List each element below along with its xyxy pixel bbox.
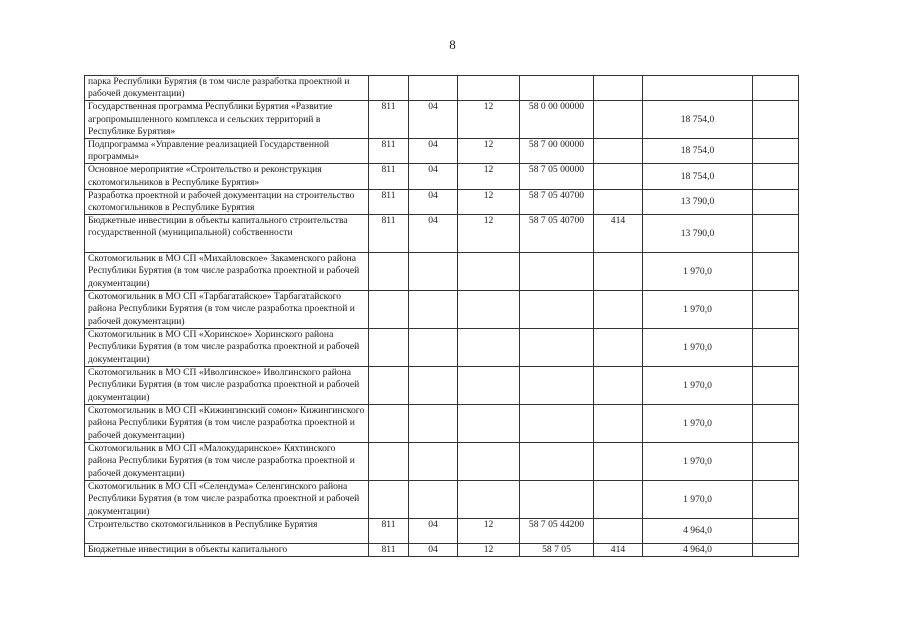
item-name-cell: Бюджетные инвестиции в объекты капитального строительства государственной (муниципальной) собственности xyxy=(85,215,369,253)
table-row xyxy=(85,139,799,164)
target-article-cell: 58 7 05 40700 xyxy=(520,215,594,253)
section-code-cell: 04 xyxy=(409,189,458,214)
section-code-cell: 04 xyxy=(409,164,458,189)
subsection-code-cell: 12 xyxy=(458,101,520,139)
expense-type-cell xyxy=(594,405,643,443)
target-article-cell: 58 7 05 00000 xyxy=(520,164,594,189)
table-row xyxy=(85,367,799,405)
expense-type-cell xyxy=(594,139,643,164)
table-row xyxy=(85,76,799,101)
section-code-cell: 04 xyxy=(409,544,458,557)
target-article-cell: 58 0 00 00000 xyxy=(520,101,594,139)
amount-cell: 1 970,0 xyxy=(643,253,753,291)
target-article-cell xyxy=(520,481,594,519)
ministry-code-cell: 811 xyxy=(369,139,409,164)
item-name-cell: Скотомогильник в МО СП «Кижингинский сомон» Кижингинского района Республики Бурятия (в том числе разработка проектной и рабочей документации) xyxy=(85,405,369,443)
item-name-cell: Государственная программа Республики Бурятия «Развитие агропромышленного комплекса и сельских территорий в Республике Бурятия» xyxy=(85,101,369,139)
subsection-code-cell xyxy=(458,443,520,481)
subsection-code-cell xyxy=(458,481,520,519)
ministry-code-cell xyxy=(369,405,409,443)
subsection-code-cell: 12 xyxy=(458,544,520,557)
item-name-cell: Скотомогильник в МО СП «Тарбагатайское» Тарбагатайского района Республики Бурятия (в том числе разработка проектной и рабочей документации) xyxy=(85,291,369,329)
ministry-code-cell xyxy=(369,291,409,329)
expense-type-cell xyxy=(594,443,643,481)
ministry-code-cell xyxy=(369,443,409,481)
expense-type-cell xyxy=(594,329,643,367)
amount-cell xyxy=(643,76,753,101)
budget-table xyxy=(84,75,799,557)
amount-cell: 1 970,0 xyxy=(643,443,753,481)
target-article-cell: 58 7 05 xyxy=(520,544,594,557)
ministry-code-cell: 811 xyxy=(369,101,409,139)
table-row xyxy=(85,544,799,557)
amount-cell: 1 970,0 xyxy=(643,367,753,405)
amount-cell: 18 754,0 xyxy=(643,101,753,139)
empty-cell xyxy=(753,189,799,214)
section-code-cell xyxy=(409,367,458,405)
ministry-code-cell xyxy=(369,253,409,291)
ministry-code-cell xyxy=(369,76,409,101)
amount-cell: 18 754,0 xyxy=(643,164,753,189)
table-row xyxy=(85,253,799,291)
ministry-code-cell: 811 xyxy=(369,164,409,189)
item-name-cell: Бюджетные инвестиции в объекты капитального xyxy=(85,544,369,557)
target-article-cell xyxy=(520,253,594,291)
table-row xyxy=(85,215,799,253)
empty-cell xyxy=(753,481,799,519)
target-article-cell xyxy=(520,291,594,329)
item-name-cell: Скотомогильник в МО СП «Малокударинское» Кяхтинского района Республики Бурятия (в том числе разработка проектной и рабочей документации) xyxy=(85,443,369,481)
target-article-cell xyxy=(520,405,594,443)
empty-cell xyxy=(753,291,799,329)
empty-cell xyxy=(753,519,799,544)
item-name-cell: Скотомогильник в МО СП «Иволгинское» Иволгинского района Республики Бурятия (в том числе разработка проектной и рабочей документации) xyxy=(85,367,369,405)
subsection-code-cell: 12 xyxy=(458,189,520,214)
target-article-cell: 58 7 05 44200 xyxy=(520,519,594,544)
subsection-code-cell xyxy=(458,329,520,367)
expense-type-cell xyxy=(594,164,643,189)
table-row xyxy=(85,189,799,214)
empty-cell xyxy=(753,405,799,443)
subsection-code-cell xyxy=(458,291,520,329)
table-row xyxy=(85,481,799,519)
target-article-cell xyxy=(520,443,594,481)
subsection-code-cell: 12 xyxy=(458,215,520,253)
amount-cell: 4 964,0 xyxy=(643,519,753,544)
empty-cell xyxy=(753,544,799,557)
amount-cell: 13 790,0 xyxy=(643,189,753,214)
empty-cell xyxy=(753,215,799,253)
subsection-code-cell xyxy=(458,76,520,101)
section-code-cell: 04 xyxy=(409,215,458,253)
empty-cell xyxy=(753,164,799,189)
table-row xyxy=(85,291,799,329)
empty-cell xyxy=(753,101,799,139)
table-row xyxy=(85,329,799,367)
item-name-cell: Скотомогильник в МО СП «Михайловское» Закаменского района Республики Бурятия (в том числе разработка проектной и рабочей документации) xyxy=(85,253,369,291)
section-code-cell xyxy=(409,443,458,481)
empty-cell xyxy=(753,443,799,481)
page-number: 8 xyxy=(449,37,456,52)
target-article-cell xyxy=(520,329,594,367)
empty-cell xyxy=(753,253,799,291)
expense-type-cell xyxy=(594,291,643,329)
ministry-code-cell: 811 xyxy=(369,189,409,214)
ministry-code-cell: 811 xyxy=(369,215,409,253)
item-name-cell: Разработка проектной и рабочей документации на строительство скотомогильников в Республике Бурятия xyxy=(85,189,369,214)
ministry-code-cell xyxy=(369,481,409,519)
table-row xyxy=(85,101,799,139)
expense-type-cell: 414 xyxy=(594,544,643,557)
empty-cell xyxy=(753,329,799,367)
expense-type-cell xyxy=(594,76,643,101)
empty-cell xyxy=(753,76,799,101)
table-row xyxy=(85,405,799,443)
item-name-cell: Подпрограмма «Управление реализацией Государственной программы» xyxy=(85,139,369,164)
ministry-code-cell xyxy=(369,329,409,367)
section-code-cell: 04 xyxy=(409,139,458,164)
item-name-cell: Строительство скотомогильников в Республике Бурятия xyxy=(85,519,369,544)
table-row xyxy=(85,519,799,544)
ministry-code-cell xyxy=(369,367,409,405)
amount-cell: 4 964,0 xyxy=(643,544,753,557)
subsection-code-cell: 12 xyxy=(458,164,520,189)
section-code-cell xyxy=(409,329,458,367)
amount-cell: 1 970,0 xyxy=(643,291,753,329)
expense-type-cell xyxy=(594,101,643,139)
subsection-code-cell xyxy=(458,405,520,443)
expense-type-cell xyxy=(594,189,643,214)
subsection-code-cell xyxy=(458,367,520,405)
amount-cell: 13 790,0 xyxy=(643,215,753,253)
table-row xyxy=(85,164,799,189)
target-article-cell: 58 7 05 40700 xyxy=(520,189,594,214)
expense-type-cell: 414 xyxy=(594,215,643,253)
subsection-code-cell: 12 xyxy=(458,139,520,164)
target-article-cell: 58 7 00 00000 xyxy=(520,139,594,164)
amount-cell: 1 970,0 xyxy=(643,481,753,519)
expense-type-cell xyxy=(594,367,643,405)
section-code-cell xyxy=(409,405,458,443)
amount-cell: 18 754,0 xyxy=(643,139,753,164)
item-name-cell: парка Республики Бурятия (в том числе разработка проектной и рабочей документации) xyxy=(85,76,369,101)
target-article-cell xyxy=(520,367,594,405)
ministry-code-cell: 811 xyxy=(369,544,409,557)
section-code-cell xyxy=(409,76,458,101)
expense-type-cell xyxy=(594,481,643,519)
item-name-cell: Основное мероприятие «Строительство и реконструкция скотомогильников в Республике Бурятия» xyxy=(85,164,369,189)
expense-type-cell xyxy=(594,253,643,291)
section-code-cell xyxy=(409,253,458,291)
empty-cell xyxy=(753,139,799,164)
section-code-cell xyxy=(409,481,458,519)
target-article-cell xyxy=(520,76,594,101)
amount-cell: 1 970,0 xyxy=(643,405,753,443)
amount-cell: 1 970,0 xyxy=(643,329,753,367)
item-name-cell: Скотомогильник в МО СП «Хоринское» Хоринского района Республики Бурятия (в том числе разработка проектной и рабочей документации) xyxy=(85,329,369,367)
subsection-code-cell: 12 xyxy=(458,519,520,544)
empty-cell xyxy=(753,367,799,405)
table-row xyxy=(85,443,799,481)
subsection-code-cell xyxy=(458,253,520,291)
section-code-cell xyxy=(409,291,458,329)
section-code-cell: 04 xyxy=(409,519,458,544)
item-name-cell: Скотомогильник в МО СП «Селендума» Селенгинского района Республики Бурятия (в том числе разработка проектной и рабочей документации) xyxy=(85,481,369,519)
expense-type-cell xyxy=(594,519,643,544)
ministry-code-cell: 811 xyxy=(369,519,409,544)
section-code-cell: 04 xyxy=(409,101,458,139)
